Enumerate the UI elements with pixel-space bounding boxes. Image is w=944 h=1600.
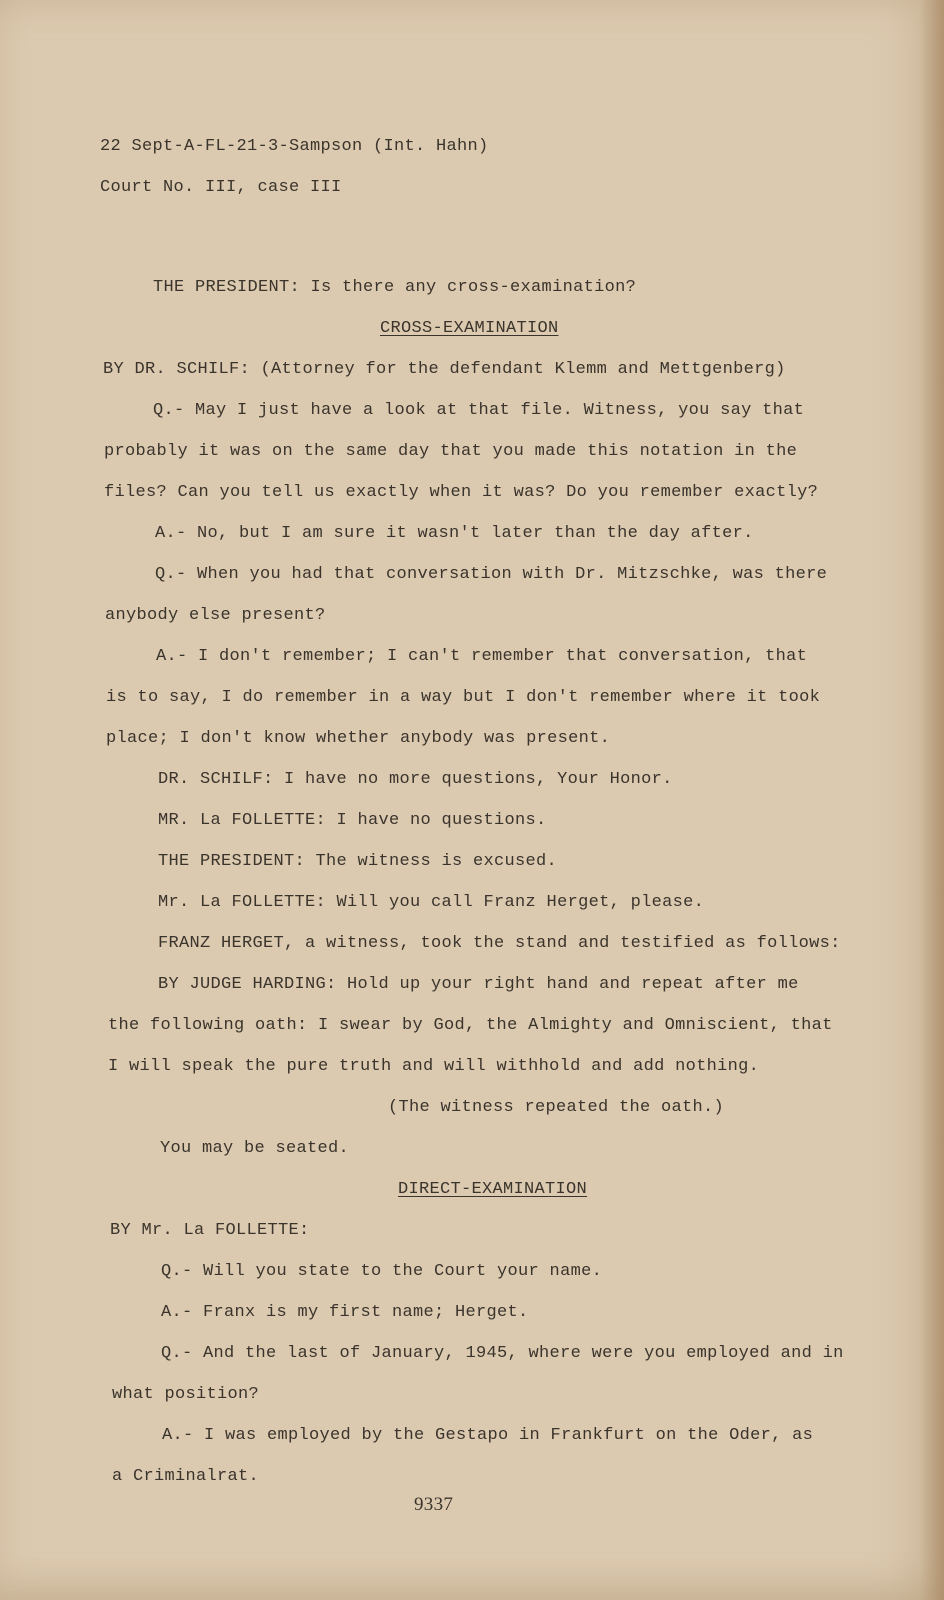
text-line: FRANZ HERGET, a witness, took the stand and testified as follows: bbox=[158, 934, 841, 953]
text-line: A.- I don't remember; I can't remember that conversation, that bbox=[156, 647, 808, 666]
text-line: is to say, I do remember in a way but I don't remember where it took bbox=[106, 688, 821, 707]
text-line: THE PRESIDENT: Is there any cross-examination? bbox=[153, 278, 637, 297]
section-heading-direct-examination: DIRECT-EXAMINATION bbox=[398, 1180, 588, 1199]
page-number: 9337 bbox=[414, 1494, 454, 1515]
text-line: Q.- May I just have a look at that file. Witness, you say that bbox=[153, 401, 805, 420]
text-line: A.- No, but I am sure it wasn't later than the day after. bbox=[155, 524, 754, 543]
section-heading-cross-examination: CROSS-EXAMINATION bbox=[380, 319, 559, 338]
header-court: Court No. III, case III bbox=[100, 178, 342, 197]
text-line: You may be seated. bbox=[160, 1139, 350, 1158]
header-reference: 22 Sept-A-FL-21-3-Sampson (Int. Hahn) bbox=[100, 137, 489, 156]
text-line: BY Mr. La FOLLETTE: bbox=[110, 1221, 310, 1240]
text-line: THE PRESIDENT: The witness is excused. bbox=[158, 852, 558, 871]
text-line: A.- Franx is my first name; Herget. bbox=[161, 1303, 529, 1322]
text-line: probably it was on the same day that you made this notation in the bbox=[104, 442, 798, 461]
text-line: files? Can you tell us exactly when it was? Do you remember exactly? bbox=[104, 483, 819, 502]
page-edge bbox=[920, 0, 944, 1600]
text-line: MR. La FOLLETTE: I have no questions. bbox=[158, 811, 547, 830]
text-line: anybody else present? bbox=[105, 606, 326, 625]
text-line: A.- I was employed by the Gestapo in Frankfurt on the Oder, as bbox=[162, 1426, 814, 1445]
text-line: Mr. La FOLLETTE: Will you call Franz Herget, please. bbox=[158, 893, 705, 912]
text-line: the following oath: I swear by God, the Almighty and Omniscient, that bbox=[108, 1016, 833, 1035]
text-line: Q.- Will you state to the Court your name. bbox=[161, 1262, 603, 1281]
text-line: place; I don't know whether anybody was present. bbox=[106, 729, 611, 748]
text-line: a Criminalrat. bbox=[112, 1467, 260, 1486]
text-line: Q.- When you had that conversation with Dr. Mitzschke, was there bbox=[155, 565, 828, 584]
text-line: BY JUDGE HARDING: Hold up your right hand and repeat after me bbox=[158, 975, 799, 994]
text-line: (The witness repeated the oath.) bbox=[388, 1098, 725, 1117]
text-line: what position? bbox=[112, 1385, 260, 1404]
text-line: I will speak the pure truth and will withhold and add nothing. bbox=[108, 1057, 760, 1076]
text-line: Q.- And the last of January, 1945, where were you employed and in bbox=[161, 1344, 844, 1363]
text-line: DR. SCHILF: I have no more questions, Your Honor. bbox=[158, 770, 673, 789]
text-line: BY DR. SCHILF: (Attorney for the defendant Klemm and Mettgenberg) bbox=[103, 360, 786, 379]
